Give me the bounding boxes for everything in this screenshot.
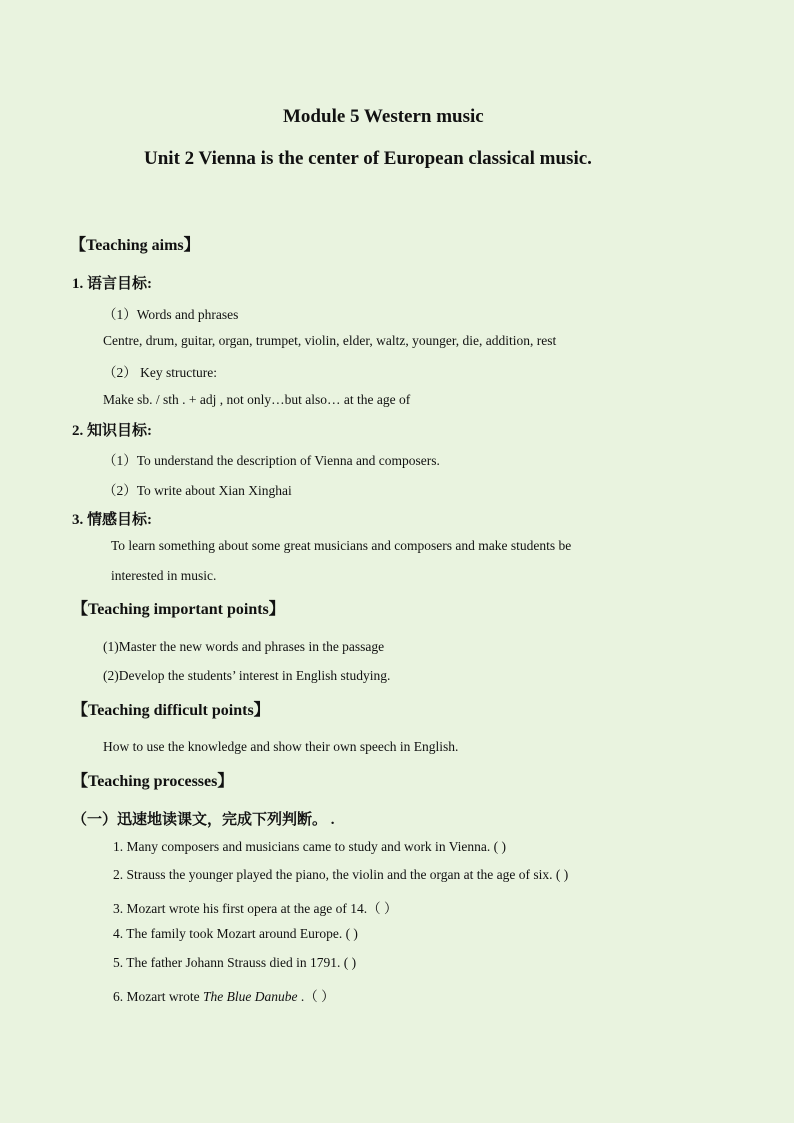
- words-list: Centre, drum, guitar, organ, trumpet, violin, elder, waltz, younger, die, addition, rest: [103, 333, 557, 348]
- judgement-item-6-prefix: 6. Mozart wrote: [113, 989, 203, 1004]
- module-title: Module 5 Western music: [283, 106, 484, 127]
- section-1-heading: （一）迅速地读课文，完成下列判断。 .: [72, 812, 335, 828]
- knowledge-item-2: （2）To write about Xian Xinghai: [103, 483, 292, 498]
- important-points-heading: 【Teaching important points】: [72, 601, 285, 618]
- judgement-item-6-suffix: .（ ）: [297, 989, 335, 1004]
- teaching-processes-heading: 【Teaching processes】: [72, 773, 234, 790]
- emotion-line-2: interested in music.: [111, 568, 217, 583]
- judgement-item-6-title: The Blue Danube: [202, 989, 298, 1004]
- difficult-point-1: How to use the knowledge and show their own speech in English.: [103, 739, 459, 754]
- difficult-points-heading: 【Teaching difficult points】: [72, 702, 270, 719]
- judgement-item-6: [113, 985, 335, 1005]
- judgement-item-5: 5. The father Johann Strauss died in 1791. ( ): [113, 955, 357, 970]
- knowledge-item-1: （1）To understand the description of Vienna and composers.: [103, 453, 440, 468]
- key-structure-label: （2） Key structure:: [103, 365, 217, 380]
- goal-1-label: 1. 语言目标:: [72, 276, 152, 292]
- judgement-item-3: 3. Mozart wrote his first opera at the age of 14.（ ）: [113, 901, 398, 916]
- important-point-2: (2)Develop the students’ interest in English studying.: [103, 668, 391, 683]
- judgement-item-1: 1. Many composers and musicians came to study and work in Vienna. ( ): [113, 839, 506, 854]
- judgement-item-2: 2. Strauss the younger played the piano, the violin and the organ at the age of six. ( ): [113, 867, 569, 882]
- words-phrases-label: （1）Words and phrases: [103, 307, 239, 322]
- emotion-line-1: To learn something about some great musicians and composers and make students be: [111, 538, 572, 553]
- goal-2-label: 2. 知识目标:: [72, 423, 152, 439]
- unit-title: Unit 2 Vienna is the center of European classical music.: [144, 148, 592, 169]
- important-point-1: (1)Master the new words and phrases in the passage: [103, 639, 385, 654]
- teaching-aims-heading: 【Teaching aims】: [70, 237, 200, 254]
- judgement-item-4: 4. The family took Mozart around Europe. ( ): [113, 926, 358, 941]
- key-structure-list: Make sb. / sth . + adj , not only…but also… at the age of: [103, 392, 411, 407]
- goal-3-label: 3. 情感目标:: [72, 512, 152, 528]
